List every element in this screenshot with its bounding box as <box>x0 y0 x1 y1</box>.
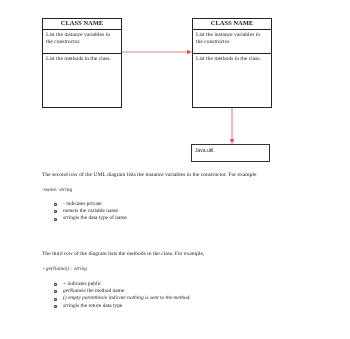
paragraph-third-row: The third row of the diagram lists the methods in the class. For example, <box>42 251 205 257</box>
bullet-icon <box>54 290 57 293</box>
bullet-item: + indicates public <box>54 281 191 288</box>
example-public-method: +getName() : string <box>42 266 88 272</box>
arrow-left-to-right <box>122 50 192 54</box>
bullet-icon <box>54 298 57 301</box>
paragraph-second-row: The second row of the UML diagram lists the instance variables in the constructor. For example <box>42 172 257 178</box>
methods-section: List the methods in the class. <box>196 56 261 62</box>
class-name-header: CLASS NAME <box>193 19 271 30</box>
bullet-item: - indicates private <box>54 201 127 208</box>
bullet-item: getName is the method name <box>54 288 191 295</box>
example-private-variable: -name: string <box>42 187 73 193</box>
bullet-item: string is the return data type <box>54 303 191 310</box>
bullet-item: string is the data type of name <box>54 215 127 222</box>
bullet-icon <box>54 203 57 206</box>
bullet-list-variables <box>54 201 127 223</box>
instance-variables-section: List the instance variables in the constructor. <box>193 30 271 54</box>
package-label: Java.util. <box>195 148 215 154</box>
bullet-icon <box>54 305 57 308</box>
bullet-item: () empty parenthesie indicate nothing is sent to the method. <box>54 295 191 302</box>
bullet-icon <box>54 210 57 213</box>
bullet-icon <box>54 218 57 221</box>
instance-variables-section: List the instance variables in the constructor. <box>43 30 121 54</box>
class-name-header: CLASS NAME <box>43 19 121 30</box>
bullet-item: name is the variable name <box>54 208 127 215</box>
methods-section: List the methods in the class. <box>46 56 111 62</box>
bullet-list-methods <box>54 281 191 310</box>
arrow-down-to-package <box>230 108 234 144</box>
bullet-icon <box>54 283 57 286</box>
